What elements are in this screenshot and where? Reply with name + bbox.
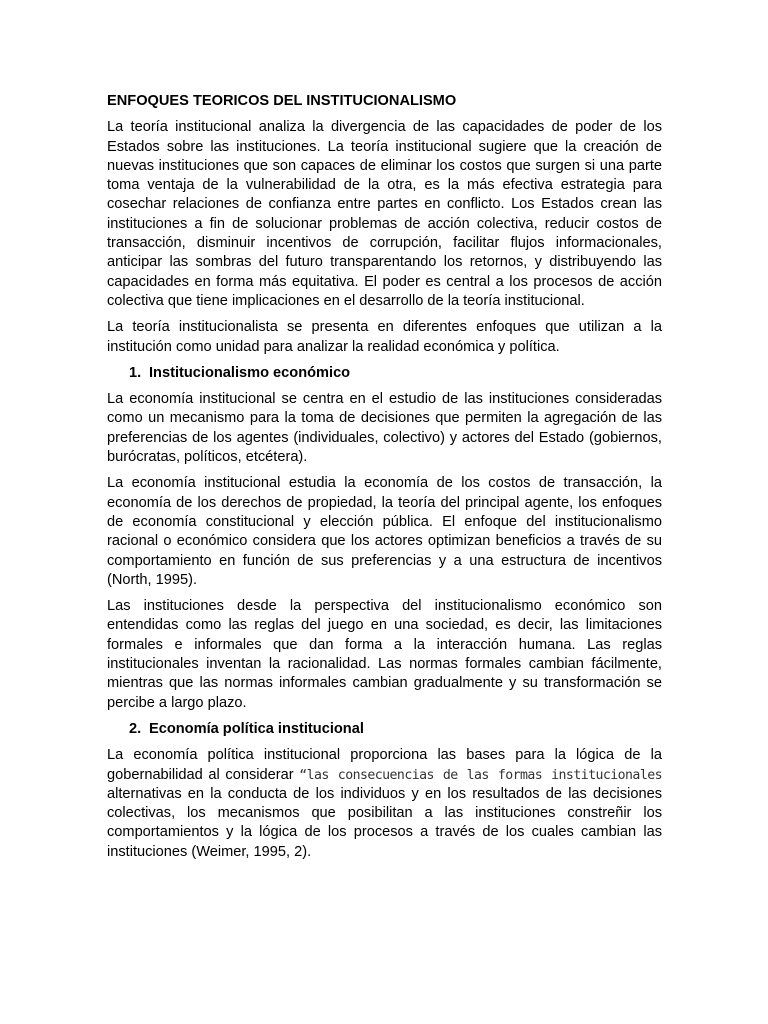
section-1-heading — [107, 364, 662, 383]
section-1-paragraph-3: Las instituciones desde la perspectiva del institucionalismo económico son entendidas como las reglas del juego en una sociedad, es decir, las limitaciones formales e informales que dan forma a la interacción humana. Las reglas institucionales inventan la racionalidad. Las normas formales cambian fácilmente, mientras que las normas informales cambian gradualmente y su transformación se percibe a largo plazo. — [107, 598, 662, 711]
intro-paragraph-2: La teoría institucionalista se presenta en diferentes enfoques que utilizan a la institución como unidad para analizar la realidad económica y política. — [107, 319, 662, 355]
section-1-paragraph-1: La economía institucional se centra en el estudio de las instituciones consideradas como un mecanismo para la toma de decisiones que permiten la agregación de las preferencias de los agentes (individuales, colectivo) y actores del Estado (gobiernos, burócratas, políticos, etcétera). — [107, 391, 662, 466]
section-2-paragraph-1 — [107, 746, 662, 862]
document-page — [107, 92, 662, 869]
document-title: ENFOQUES TEORICOS DEL INSTITUCIONALISMO — [107, 93, 457, 109]
section-2-quote: “las consecuencias de las formas institucionales — [299, 767, 662, 783]
section-2-number: 2. — [129, 720, 142, 737]
section-1-title: Institucionalismo económico — [149, 364, 351, 381]
intro-paragraph-1: La teoría institucional analiza la divergencia de las capacidades de poder de los Estados sobre las instituciones. La teoría institucional sugiere que la creación de nuevas instituciones que son capaces de eliminar los costos que surgen si una parte toma ventaja de la vulnerabilidad de la otra, es la más efectiva estrategia para cosechar relaciones de confianza entre partes en conflicto. Los Estados crean las instituciones a fin de solucionar problemas de acción colectiva, reducir costos de transacción, disminuir incentivos de corrupción, facilitar flujos informacionales, anticipar las sombras del futuro transparentando los retornos, y distribuyendo las capacidades en forma más equitativa. El poder es central a los procesos de acción colectiva que tiene implicaciones en el desarrollo de la teoría institucional. — [107, 119, 662, 309]
section-1-paragraph-2: La economía institucional estudia la economía de los costos de transacción, la economía de los derechos de propiedad, la teoría del principal agente, los enfoques de economía constitucional y elección pública. El enfoque del institucionalismo racional o económico considera que los actores optimizan beneficios a través de su comportamiento en función de sus preferencias y a una estructura de incentivos (North, 1995). — [107, 475, 662, 588]
section-2-text-before-quote: La economía política institucional proporciona las bases para la lógica de la gobernabilidad al considerar — [107, 747, 662, 783]
section-2-title: Economía política institucional — [149, 720, 364, 737]
section-2-text-after-quote: alternativas en la conducta de los individuos y en los resultados de las decisiones colectivas, los mecanismos que posibilitan a las instituciones constreñir los comportamientos y la lógica de los procesos a través de los cuales cambian las instituciones (Weimer, 1995, 2). — [107, 785, 662, 860]
section-1-number: 1. — [129, 364, 142, 381]
section-2-heading — [107, 720, 662, 739]
